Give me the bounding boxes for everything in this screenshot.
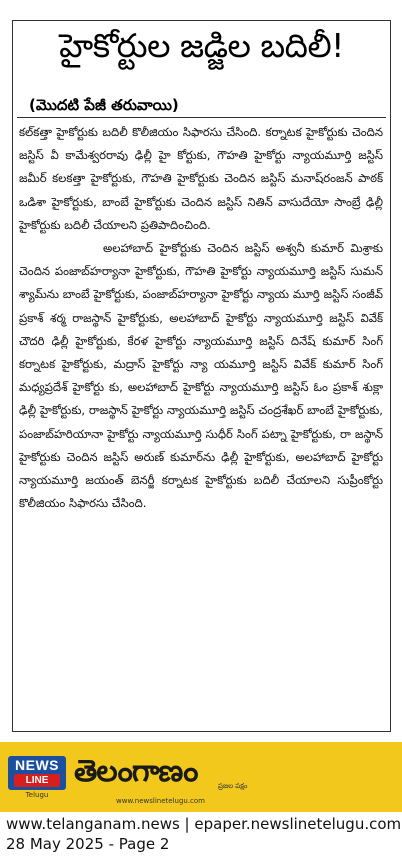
- divider: [17, 117, 386, 118]
- continuation-label: (మొదటి పేజీ తరువాయి): [29, 96, 179, 114]
- logo-tagline: ప్రజల పక్షం: [218, 782, 248, 790]
- logo-sub-text: Telugu: [25, 791, 49, 799]
- article-clipping: [12, 20, 391, 732]
- article-paragraph-2: అలహాబాద్ హైకోర్టుకు చెందిన జస్టిస్ అశ్వనీ కుమార్ మిశ్రాకు చెందిన పంజాబ్‌హర్యానా హైకోర్టుకు, గౌహతి హైకోర్టు న్యాయమూర్తి జస్టిస్ సుమన్ శ్యామ్‌ను బాంబే హైకోర్టుకు, పంజాబ్‌హర్యానా హైకోర్టు న్యాయ మూర్తి జస్టిస్ సంజీవ్ ప్రకాశ్ శర్మ రాజస్థాన్ హైకోర్టుకు, అలహాబాద్ హైకోర్టు న్యాయమూర్తి జస్టిస్ వివేక్ చౌదరి ఢిల్లీ హైకోర్టుకు, కేరళ హైకోర్టు న్యాయమూర్తి జస్టిస్ దినేష్ కుమార్ సింగ్ కర్నాటక హైకోర్టుకు, మద్రాస్ హైకోర్టు న్యా యమూర్తి జస్టిస్ వివేక్ కుమార్ సింగ్ మధ్యప్రదేశ్ హైకోర్టు కు, అలహాబాద్ హైకోర్టు న్యాయమూర్తి జస్టిస్ ఓం ప్రకాశ్ శుక్లా ఢిల్లీ హైకోర్టుకు, రాజస్థాన్ హైకోర్టు న్యాయమూర్తి జస్టిస్ చంద్రశేఖర్ బాంబే హైకోర్టుకు, పంజాబ్‌హరియానా హైకోర్టు న్యాయమూర్తి సుధీర్ సింగ్ పట్నా హైకోర్టుకు, రా జస్థాన్ హైకోర్టుకు చెందిన జస్టిస్ అరుణ్ కుమార్‌ను ఢిల్లీ హైకోర్టుకు, అలహాబాద్ హైకోర్టు న్యాయమూర్తి జయంత్ బెనర్జీ కర్నాటక హైకోర్టుకు బదిలీ చేయాలని సుప్రీంకోర్టు కొలీజియం సిఫారసు చేసింది.: [19, 241, 383, 511]
- article-paragraph-1: కల్‌కత్తా హైకోర్టుకు బదిలీ కొలీజియం సిఫారసు చేసింది. కర్నాటక హైకోర్టుకు చెందిన జస్టిస్ వీ కామేశ్వరరావు ఢిల్లీ హై కోర్టుకు, గౌహతి హైకోర్టు న్యాయమూర్తి జస్టిస్ జమీర్ కలకత్తా హైకోర్టుకు, గౌహతి హైకోర్టుకు చెందిన జస్టిస్ మనాష్‌రంజన్ పాఠక్ ఒడిశా హైకోర్టుకు, బాంబే హైకోర్టుకు చెందిన జస్టిస్ నితిన్ వాసుదేయో సాంబ్రే ఢిల్లీ హైకోర్టుకు బదిలీ చేయాలని ప్రతిపాదించింది.: [19, 125, 383, 232]
- logo-news-text: NEWS: [15, 757, 59, 773]
- footer-info: [6, 814, 402, 854]
- telanganam-logo: తెలంగాణం: [74, 754, 198, 789]
- newsline-logo: [8, 756, 66, 790]
- website-small: www.newslinetelugu.com: [116, 797, 205, 805]
- logo-line-text: LINE: [14, 774, 60, 787]
- footer-date-page: 28 May 2025 - Page 2: [6, 835, 170, 853]
- footer-sites: www.telanganam.news | epaper.newslinetelugu.com: [6, 815, 402, 833]
- headline: హైకోర్టుల జడ్జిల బదిలీ!: [59, 26, 344, 65]
- article-body: [19, 121, 383, 515]
